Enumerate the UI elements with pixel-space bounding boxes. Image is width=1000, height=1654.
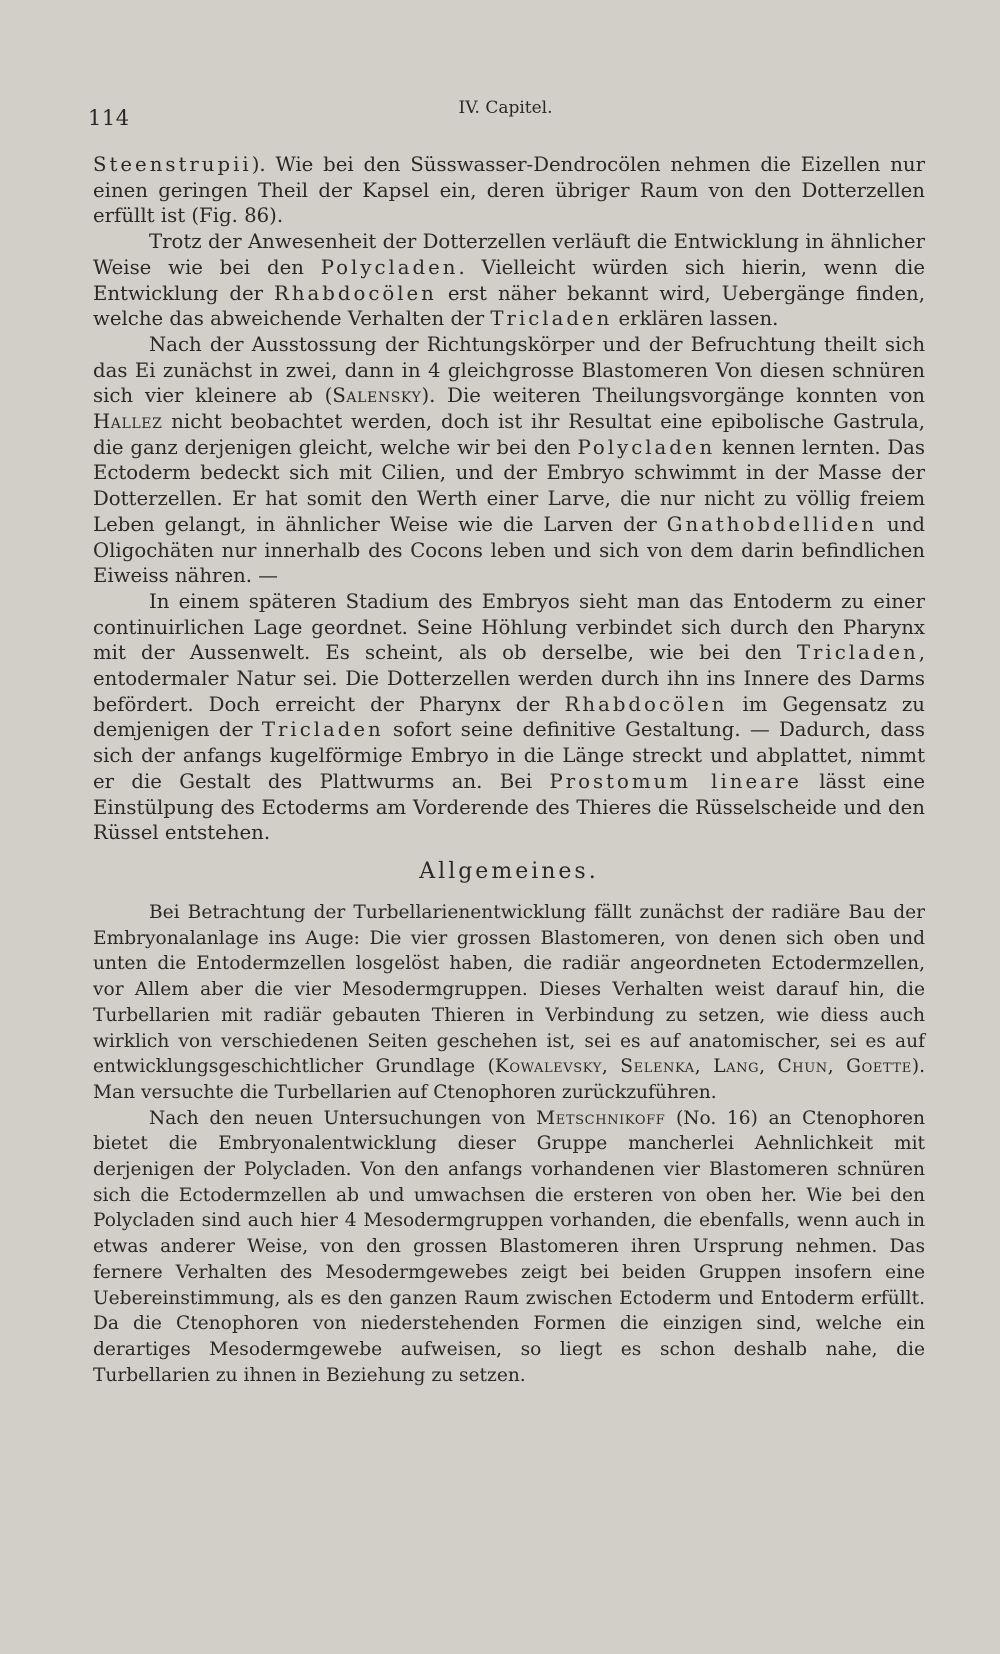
paragraph (93, 152, 925, 229)
text-run: , entodermaler Natur sei. Die Dotterzellen werden durch ihn ins Innere des Darms befördert. Doch erreicht der Pharynx der (93, 641, 925, 716)
emphasized-term: Goette (846, 1056, 912, 1078)
text-run: im Gegensatz zu demjenigen der (93, 692, 925, 742)
emphasized-term: Polycladen (320, 255, 459, 279)
text-run: erklären lassen. (612, 307, 779, 331)
text-run: . Vielleicht würden sich hierin, wenn die Entwicklung der (93, 255, 925, 305)
paragraph (93, 589, 925, 846)
text-run: Bei Betrachtung der Turbellarienentwicklung fällt zunächst der radiäre Bau der Embryonalanlage ins Auge: Die vier grossen Blastomeren, von denen sich oben und unten die Entodermzellen losgelöst haben, die radiär angeordneten Ectodermzellen, vor Allem aber die vier Mesodermgruppen. Dieses Verhalten weist darauf hin, die Turbellarien mit radiär gebauten Thieren in Verbindung zu setzen, wie diess auch wirklich von verschiedenen Seiten geschehen ist, sei es auf anatomischer, sei es auf entwicklungsgeschichtlicher Grundlage ( (93, 901, 925, 1078)
text-run: ). Wie bei den Süsswasser-Dendrocölen nehmen die Eizellen nur einen geringen Theil der Kapsel ein, deren übriger Raum von den Dotterzellen erfüllt ist (Fig. 86). (93, 153, 925, 228)
text-run: , (827, 1056, 847, 1078)
emphasized-term: Salensky (332, 384, 422, 408)
paragraph (93, 332, 925, 589)
text-run: , (601, 1056, 621, 1078)
page-header (88, 98, 923, 132)
running-head: IV. Capitel. (458, 98, 553, 118)
text-run: erst näher bekannt wird, Uebergänge finden, welche das abweichende Verhalten der (93, 281, 925, 331)
emphasized-term: Hallez (93, 410, 163, 434)
text-run: lässt eine Einstülpung des Ectoderms am Vorderende des Thieres die Rüsselscheide und den Rüssel entstehen. (93, 769, 925, 845)
text-run: kennen lernten. Das Ectoderm bedeckt sich mit Cilien, und der Embryo schwimmt in der Masse der Dotterzellen. Er hat somit den Werth einer Larve, die nur nicht zu völlig freiem Leben gelangt, in ähnlicher Weise wie die Larven der (93, 435, 925, 536)
text-run: , (759, 1056, 778, 1078)
emphasized-term: Kowalevsky (494, 1056, 602, 1078)
emphasized-term: Lang (713, 1056, 760, 1078)
text-run: Trotz der Anwesenheit der Dotterzellen verläuft die Entwicklung in ähnlicher Weise wie bei den (93, 230, 925, 279)
emphasized-term: Rhabdocölen (564, 692, 728, 716)
page-number: 114 (88, 106, 130, 130)
emphasized-term: Rhabdocölen (274, 281, 437, 305)
paragraph (93, 1106, 925, 1389)
text-run: Nach den neuen Untersuchungen von (149, 1107, 537, 1129)
emphasized-term: Prostomum lineare (549, 769, 802, 793)
paragraphs-part-2 (93, 900, 925, 1388)
paragraph (93, 229, 925, 332)
emphasized-term: Tricladen (796, 641, 919, 665)
main-text (93, 152, 925, 1388)
emphasized-term: Gnathobdelliden (666, 512, 878, 536)
emphasized-term: Chun (777, 1056, 828, 1078)
emphasized-term: Polycladen (577, 435, 716, 459)
emphasized-term: Selenka (620, 1056, 695, 1078)
text-run: nicht beobachtet werden, doch ist ihr Resultat eine epibolische Gastrula, die ganz derjenigen gleicht, welche wir bei den (93, 410, 925, 459)
emphasized-term: Tricladen (490, 307, 613, 331)
text-run: (No. 16) an Ctenophoren bietet die Embryonalentwicklung dieser Gruppe mancherlei Aehnlichkeit mit derjenigen der Polycladen. Von den anfangs vorhandenen vier Blastomeren schnüren sich die Ectodermzellen ab und umwachsen die ersteren von oben her. Wie bei den Polycladen sind auch hier 4 Mesodermgruppen vorhanden, die ebenfalls, wenn auch in etwas anderer Weise, von den grossen Blastomeren ihren Ursprung nehmen. Das fernere Verhalten des Mesodermgewebes zeigt bei beiden Gruppen insofern eine Uebereinstimmung, als es den ganzen Raum zwischen Ectoderm und Entoderm erfüllt. Da die Ctenophoren von niederstehenden Formen die einzigen sind, welche ein derartiges Mesodermgewebe aufweisen, so liegt es schon deshalb nahe, die Turbellarien zu ihnen in Beziehung zu setzen. (93, 1107, 925, 1386)
text-run: Nach der Ausstossung der Richtungskörper und der Befruchtung theilt sich das Ei zunächst in zwei, dann in 4 gleichgrosse Blastomeren Von diesen schnüren sich vier kleinere ab ( (93, 332, 925, 408)
paragraphs-part-1 (93, 152, 925, 846)
text-run: ). Man versuchte die Turbellarien auf Ctenophoren zurückzuführen. (93, 1056, 926, 1103)
text-run: ). Die weiteren Theilungsvorgänge konnten von (421, 384, 925, 408)
emphasized-term: Tricladen (261, 718, 384, 742)
text-run: und Oligochäten nur innerhalb des Cocons leben und sich von dem darin befindlichen Eiweiss nähren. — (93, 512, 925, 588)
text-run: sofort seine definitive Gestaltung. — Dadurch, dass sich der anfangs kugelförmige Embryo in die Länge streckt und abplattet, nimmt er die Gestalt des Plattwurms an. Bei (93, 718, 925, 793)
text-run: , (694, 1056, 714, 1078)
paragraph (93, 900, 925, 1106)
emphasized-term: Steenstrupii (93, 153, 252, 176)
section-heading: Allgemeines. (419, 858, 599, 884)
emphasized-term: Metschnikoff (536, 1107, 666, 1129)
text-run: In einem späteren Stadium des Embryos sieht man das Entoderm zu einer continuirlichen Lage geordnet. Seine Höhlung verbindet sich durch den Pharynx mit der Aussenwelt. Es scheint, als ob derselbe, wie bei den (93, 589, 925, 665)
